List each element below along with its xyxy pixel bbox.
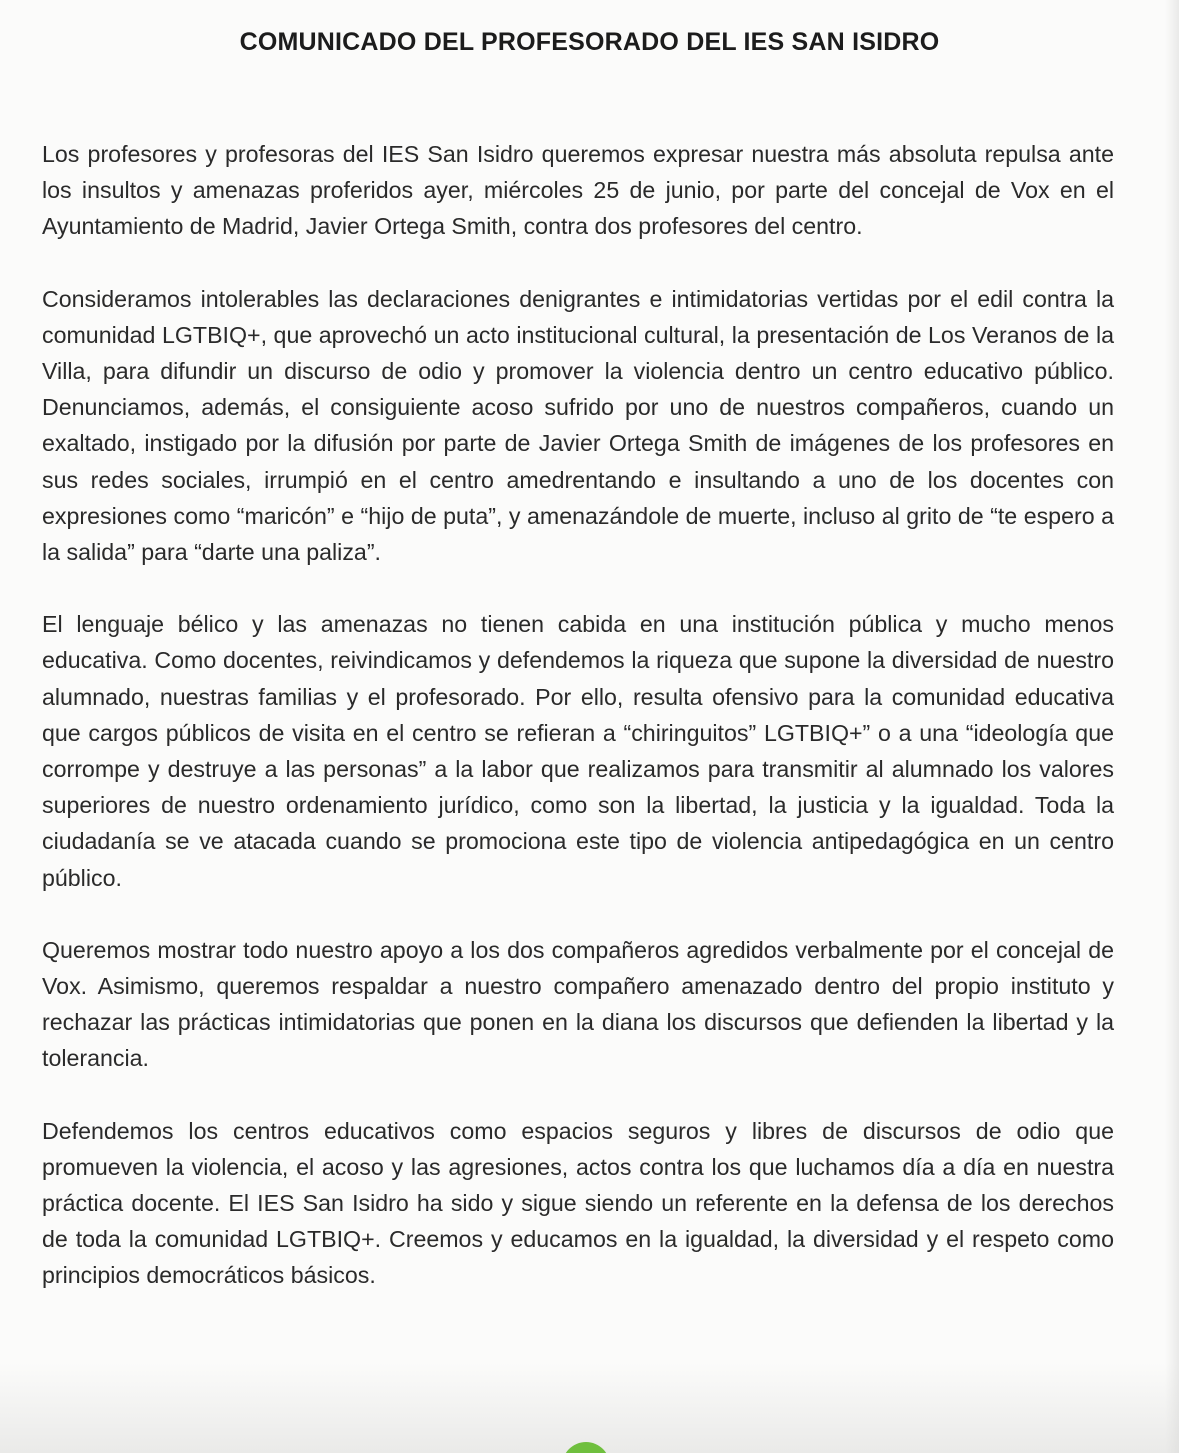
page-edge-shadow xyxy=(1165,0,1179,1453)
paragraph-4: Queremos mostrar todo nuestro apoyo a los dos compañeros agredidos verbalmente por el concejal de Vox. Asimismo, queremos respaldar a nuestro compañero amenazado dentro del propio instituto y rechazar las prácticas intimidatorias que ponen en la diana los discursos que defienden la libertad y la tolerancia. xyxy=(42,936,1114,1072)
document-title: COMUNICADO DEL PROFESORADO DEL IES SAN ISIDRO xyxy=(239,28,940,56)
document-body xyxy=(42,136,1114,1330)
bottom-shadow xyxy=(0,1363,1179,1453)
paragraph-1: Los profesores y profesoras del IES San Isidro queremos expresar nuestra más absoluta repulsa ante los insultos y amenazas proferidos ayer, miércoles 25 de junio, por parte del concejal de Vox en el Ayuntamiento de Madrid, Javier Ortega Smith, contra dos profesores del centro. xyxy=(42,141,1114,240)
paragraph-5: Defendemos los centros educativos como espacios seguros y libres de discursos de odio que promueven la violencia, el acoso y las agresiones, actos contra los que luchamos día a día en nuestra práctica docente. El IES San Isidro ha sido y sigue siendo un referente en la defensa de los derechos de toda la comunidad LGTBIQ+. Creemos y educamos en la igualdad, la diversidad y el respeto como principios democráticos básicos. xyxy=(42,1117,1114,1289)
paragraph-3: El lenguaje bélico y las amenazas no tienen cabida en una institución pública y mucho menos educativa. Como docentes, reivindicamos y defendemos la riqueza que supone la diversidad de nuestro alumnado, nuestras familias y el profesorado. Por ello, resulta ofensivo para la comunidad educativa que cargos públicos de visita en el centro se refieran a “chiringuitos” LGTBIQ+” o a una “ideología que corrompe y destruye a las personas” a la labor que realizamos para transmitir al alumnado los valores superiores de nuestro ordenamiento jurídico, como son la libertad, la justicia y la igualdad. Toda la ciudadanía se ve atacada cuando se promociona este tipo de violencia antipedagógica en un centro público. xyxy=(42,611,1114,891)
paragraph-2: Consideramos intolerables las declaraciones denigrantes e intimidatorias vertidas por el edil contra la comunidad LGTBIQ+, que aprovechó un acto institucional cultural, la presentación de Los Veranos de la Villa, para difundir un discurso de odio y promover la violencia dentro un centro educativo público. Denunciamos, además, el consiguiente acoso sufrido por uno de nuestros compañeros, cuando un exaltado, instigado por la difusión por parte de Javier Ortega Smith de imágenes de los profesores en sus redes sociales, irrumpió en el centro amedrentando e insultando a uno de los docentes con expresiones como “maricón” e “hijo de puta”, y amenazándole de muerte, incluso al grito de “te espero a la salida” para “darte una paliza”. xyxy=(42,285,1114,566)
